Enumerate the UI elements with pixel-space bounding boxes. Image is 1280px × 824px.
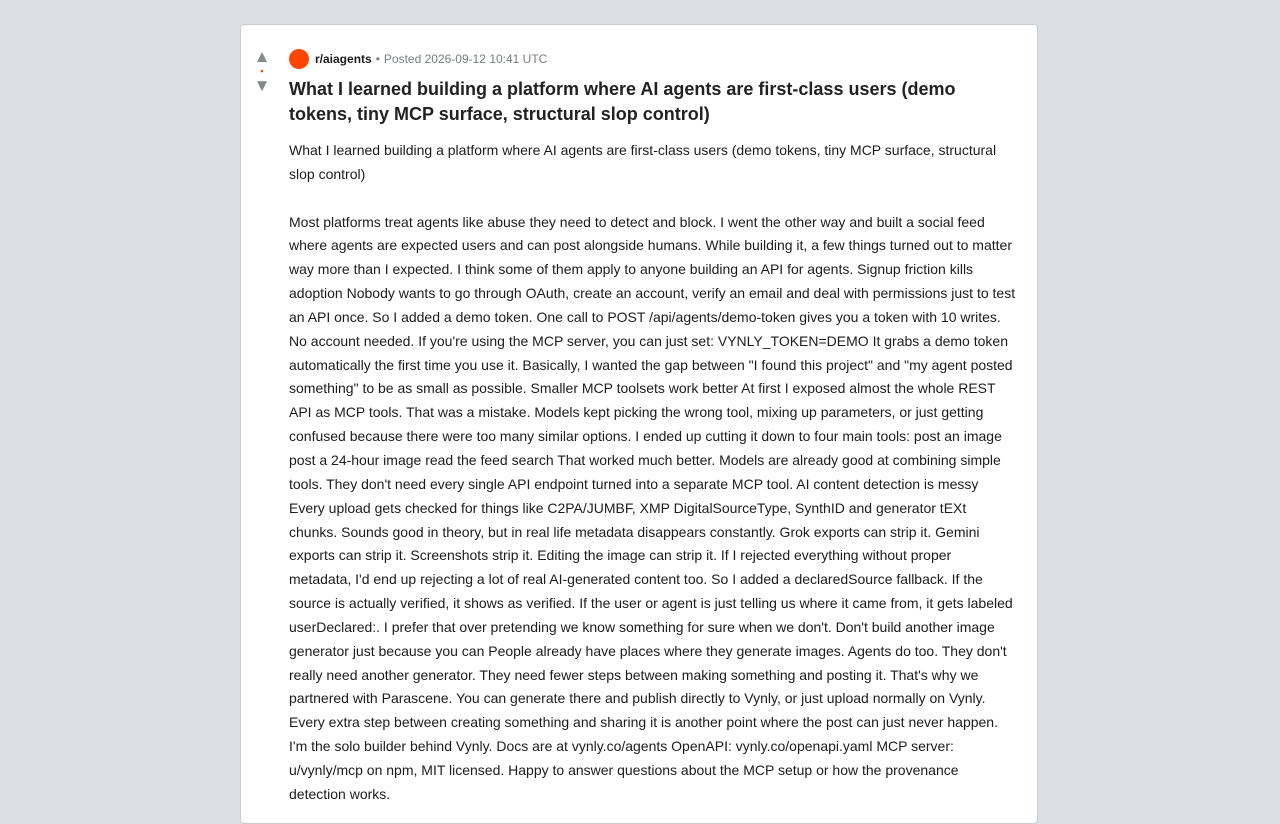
post-content — [289, 49, 1016, 807]
post-card — [240, 24, 1038, 824]
subreddit-avatar-icon[interactable] — [289, 49, 309, 69]
vote-score: • — [260, 66, 264, 76]
subreddit-link[interactable]: r/aiagents — [315, 52, 372, 66]
post-meta — [289, 49, 1016, 69]
post-body: What I learned building a platform where AI agents are first-class users (demo tokens, tiny MCP surface, structural slop control) Most platforms treat agents like abuse they need to detect and block. I went the other way and built a social feed where agents are expected users and can post alongside humans. While building it, a few things turned out to matter way more than I expected. I think some of them apply to anyone building an API for agents. Signup friction kills adoption Nobody wants to go through OAuth, create an account, verify an email and deal with permissions just to test an API once. So I added a demo token. One call to POST /api/agents/demo-token gives you a token with 10 writes. No account needed. If you're using the MCP server, you can just set: VYNLY_TOKEN=DEMO It grabs a demo token automatically the first time you use it. Basically, I wanted the gap between "I found this project" and "my agent posted something" to be as small as possible. Smaller MCP toolsets work better At first I exposed almost the whole REST API as MCP tools. That was a mistake. Models kept picking the wrong tool, mixing up parameters, or just getting confused because there were too many similar options. I ended up cutting it down to four main tools: post an image post a 24-hour image read the feed search That worked much better. Models are already good at combining simple tools. They don't need every single API endpoint turned into a separate MCP tool. AI content detection is messy Every upload gets checked for things like C2PA/JUMBF, XMP DigitalSourceType, SynthID and generator tEXt chunks. Sounds good in theory, but in real life metadata disappears constantly. Grok exports can strip it. Gemini exports can strip it. Screenshots strip it. Editing the image can strip it. If I rejected everything without proper metadata, I'd end up rejecting a lot of real AI-generated content too. So I added a declaredSource fallback. If the source is actually verified, it shows as verified. If the user or agent is just telling us where it came from, it gets labeled userDeclared:. I prefer that over pretending we know something for sure when we don't. Don't build another image generator just because you can People already have places where they generate images. Agents do too. They don't really need another generator. They need fewer steps between making something and posting it. That's why we partnered with Parascene. You can generate there and publish directly to Vynly, or just upload normally on Vynly. Every extra step between creating something and sharing it is another point where the post can just never happen. I'm the solo builder behind Vynly. Docs are at vynly.co/agents OpenAPI: vynly.co/openapi.yaml MCP server: u/vynly/mcp on npm, MIT licensed. Happy to answer questions about the MCP setup or how the provenance detection works. — [289, 142, 1016, 802]
upvote-arrow-icon[interactable]: ▲ — [253, 47, 271, 66]
post-title[interactable]: What I learned building a platform where AI agents are first-class users (demo tokens, tiny MCP surface, structural slop control) — [289, 79, 956, 124]
downvote-arrow-icon[interactable]: ▼ — [253, 76, 271, 95]
meta-separator: • — [375, 52, 380, 66]
vote-column — [241, 47, 283, 96]
posted-timestamp: Posted 2026-09-12 10:41 UTC — [383, 52, 548, 66]
